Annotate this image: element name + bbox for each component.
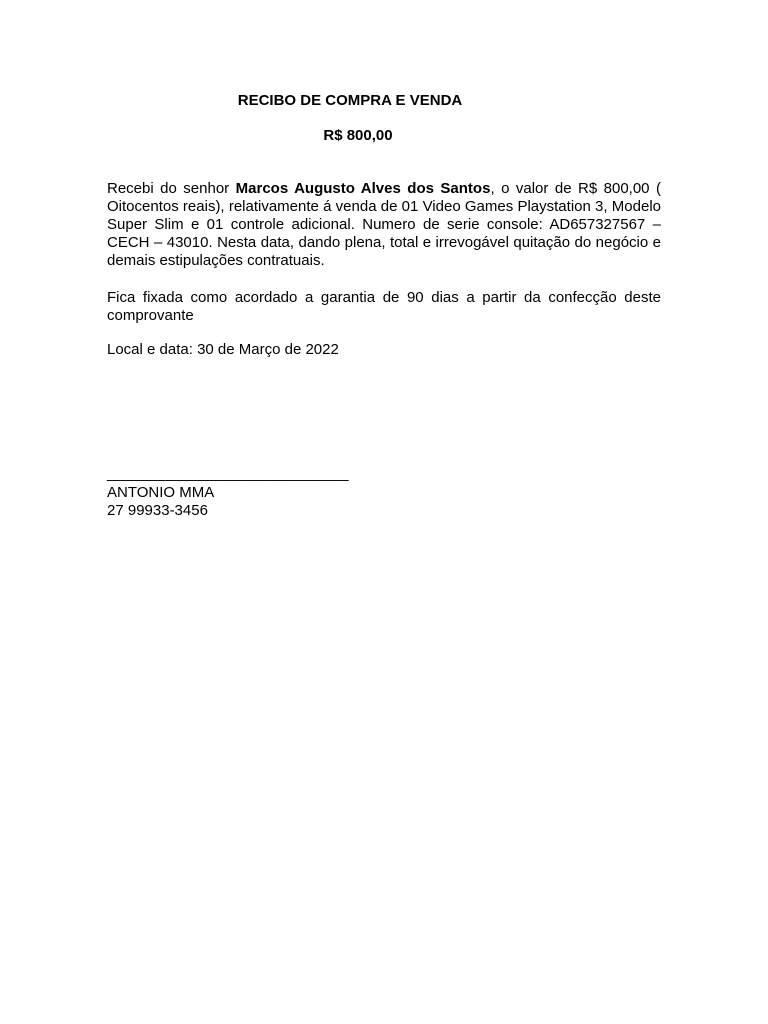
- receipt-paragraph-1: [107, 180, 661, 270]
- signature-line: ______________________________: [107, 465, 349, 482]
- receipt-amount: R$ 800,00: [323, 127, 393, 144]
- signer-name: ANTONIO MMA: [107, 484, 215, 501]
- paragraph-1-prefix: Recebi do senhor: [107, 180, 236, 197]
- local-and-date: Local e data: 30 de Março de 2022: [107, 341, 339, 358]
- paragraph-1-body: , o valor de R$ 800,00 ( Oitocentos reais), relativamente á venda de 01 Video Games Playstation 3, Modelo Super Slim e 01 controle adicional. Numero de serie console: AD657327567 – CECH – 43010. Nesta data, dando plena, total e irrevogável quitação do negócio e demais estipulações contratuais.: [107, 180, 661, 269]
- receipt-paragraph-2: Fica fixada como acordado a garantia de 90 dias a partir da confecção deste comprovante: [107, 289, 661, 324]
- receipt-title: RECIBO DE COMPRA E VENDA: [237, 92, 463, 109]
- buyer-name: Marcos Augusto Alves dos Santos: [235, 180, 491, 197]
- signer-phone: 27 99933-3456: [107, 502, 208, 519]
